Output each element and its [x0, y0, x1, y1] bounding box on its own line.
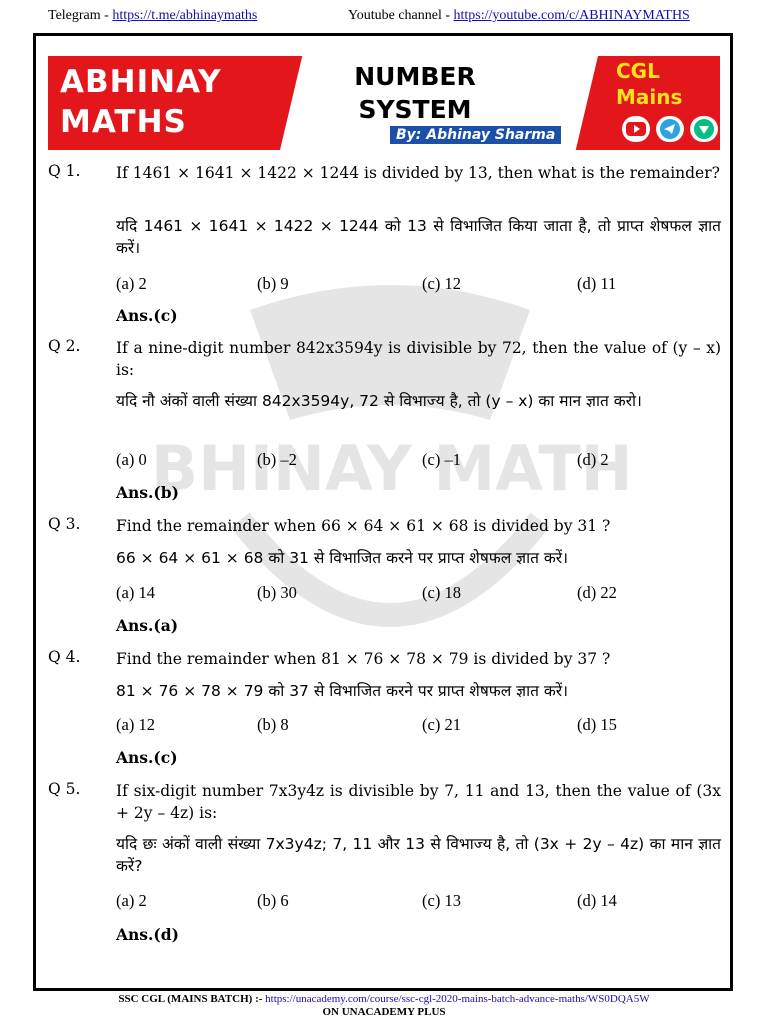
telegram-label: Telegram - — [48, 8, 113, 23]
youtube-icon — [622, 116, 650, 142]
footer-platform: ON UNACADEMY PLUS — [322, 1006, 446, 1018]
option-b: (b) 8 — [257, 715, 289, 734]
option-c: (c) 18 — [422, 583, 461, 602]
option-a: (a) 14 — [116, 583, 155, 602]
brand-line2: MATHS — [60, 104, 187, 140]
exam-line1: CGL — [616, 59, 660, 83]
answer-label: Ans.(a) — [116, 616, 179, 635]
exam-label — [616, 58, 682, 110]
footer-line2 — [0, 1006, 768, 1019]
title-line1: NUMBER — [354, 62, 476, 91]
unacademy-icon — [690, 116, 718, 142]
option-b: (b) 30 — [257, 583, 297, 602]
question-text-hi: यदि 1461 × 1641 × 1422 × 1244 को 13 से विभाजित किया जाता है, तो प्राप्त शेषफल ज्ञात करें। — [116, 217, 721, 257]
top-header — [0, 8, 768, 28]
title-banner — [48, 56, 720, 150]
option-a: (a) 2 — [116, 891, 147, 910]
question-number: Q 3. — [48, 515, 81, 533]
option-c: (c) 12 — [422, 274, 461, 293]
option-c: (c) –1 — [422, 450, 461, 469]
youtube-info — [348, 8, 690, 24]
exam-line2: Mains — [616, 85, 683, 109]
youtube-label: Youtube channel - — [348, 8, 454, 23]
option-a: (a) 12 — [116, 715, 155, 734]
telegram-icon — [656, 116, 684, 142]
question-text-en: Find the remainder when 81 × 76 × 78 × 79 is divided by 37 ? — [116, 650, 611, 668]
answer-label: Ans.(c) — [116, 306, 178, 325]
youtube-link[interactable]: https://youtube.com/c/ABHINAYMATHS — [453, 8, 690, 23]
option-a: (a) 0 — [116, 450, 147, 469]
footer-label: SSC CGL (MAINS BATCH) :- — [118, 993, 266, 1005]
option-b: (b) –2 — [257, 450, 297, 469]
option-b: (b) 9 — [257, 274, 289, 293]
option-d: (d) 15 — [577, 715, 617, 734]
watermark-text: BHINAY MATH — [150, 432, 630, 505]
question-number: Q 1. — [48, 162, 81, 180]
footer-course-link[interactable]: https://unacademy.com/course/ssc-cgl-2020-mains-batch-advance-maths/WS0DQA5W — [265, 993, 650, 1005]
question-text-hi: 66 × 64 × 61 × 68 को 31 से विभाजित करने पर प्राप्त शेषफल ज्ञात करें। — [116, 549, 568, 567]
answer-label: Ans.(d) — [116, 925, 179, 944]
question-text-en: If 1461 × 1641 × 1422 × 1244 is divided by 13, then what is the remainder? — [116, 164, 720, 182]
option-c: (c) 13 — [422, 891, 461, 910]
topic-title — [320, 60, 510, 126]
question-number: Q 2. — [48, 337, 81, 355]
option-d: (d) 22 — [577, 583, 617, 602]
answer-label: Ans.(b) — [116, 483, 179, 502]
footer-line1 — [0, 993, 768, 1006]
question-number: Q 5. — [48, 780, 81, 798]
question-text-en: If six-digit number 7x3y4z is divisible by 7, 11 and 13, then the value of (3x + 2y – 4z) is: — [116, 782, 721, 822]
telegram-link[interactable]: https://t.me/abhinaymaths — [112, 8, 258, 23]
brand-line1: ABHINAY — [60, 64, 222, 100]
brand-logo — [60, 62, 222, 142]
author-byline: By: Abhinay Sharma — [390, 126, 561, 144]
option-a: (a) 2 — [116, 274, 147, 293]
option-d: (d) 2 — [577, 450, 609, 469]
option-d: (d) 11 — [577, 274, 617, 293]
question-text-hi: 81 × 76 × 78 × 79 को 37 से विभाजित करने पर प्राप्त शेषफल ज्ञात करें। — [116, 682, 568, 700]
page-footer — [0, 993, 768, 1019]
social-icons — [622, 116, 718, 142]
option-d: (d) 14 — [577, 891, 617, 910]
question-text-hi: यदि नौ अंकों वाली संख्या 842x3594y, 72 से विभाज्य है, तो (y – x) का मान ज्ञात करो। — [116, 392, 642, 410]
question-text-hi: यदि छः अंकों वाली संख्या 7x3y4z; 7, 11 और 13 से विभाज्य है, तो (3x + 2y – 4z) का मान ज्ञात करें? — [116, 835, 721, 875]
question-text-en: If a nine-digit number 842x3594y is divisible by 72, then the value of (y – x) is: — [116, 339, 721, 379]
option-c: (c) 21 — [422, 715, 461, 734]
telegram-info — [48, 8, 257, 24]
answer-label: Ans.(c) — [116, 748, 178, 767]
title-line2: SYSTEM — [358, 95, 472, 124]
question-number: Q 4. — [48, 648, 81, 666]
option-b: (b) 6 — [257, 891, 289, 910]
question-text-en: Find the remainder when 66 × 64 × 61 × 68 is divided by 31 ? — [116, 517, 611, 535]
